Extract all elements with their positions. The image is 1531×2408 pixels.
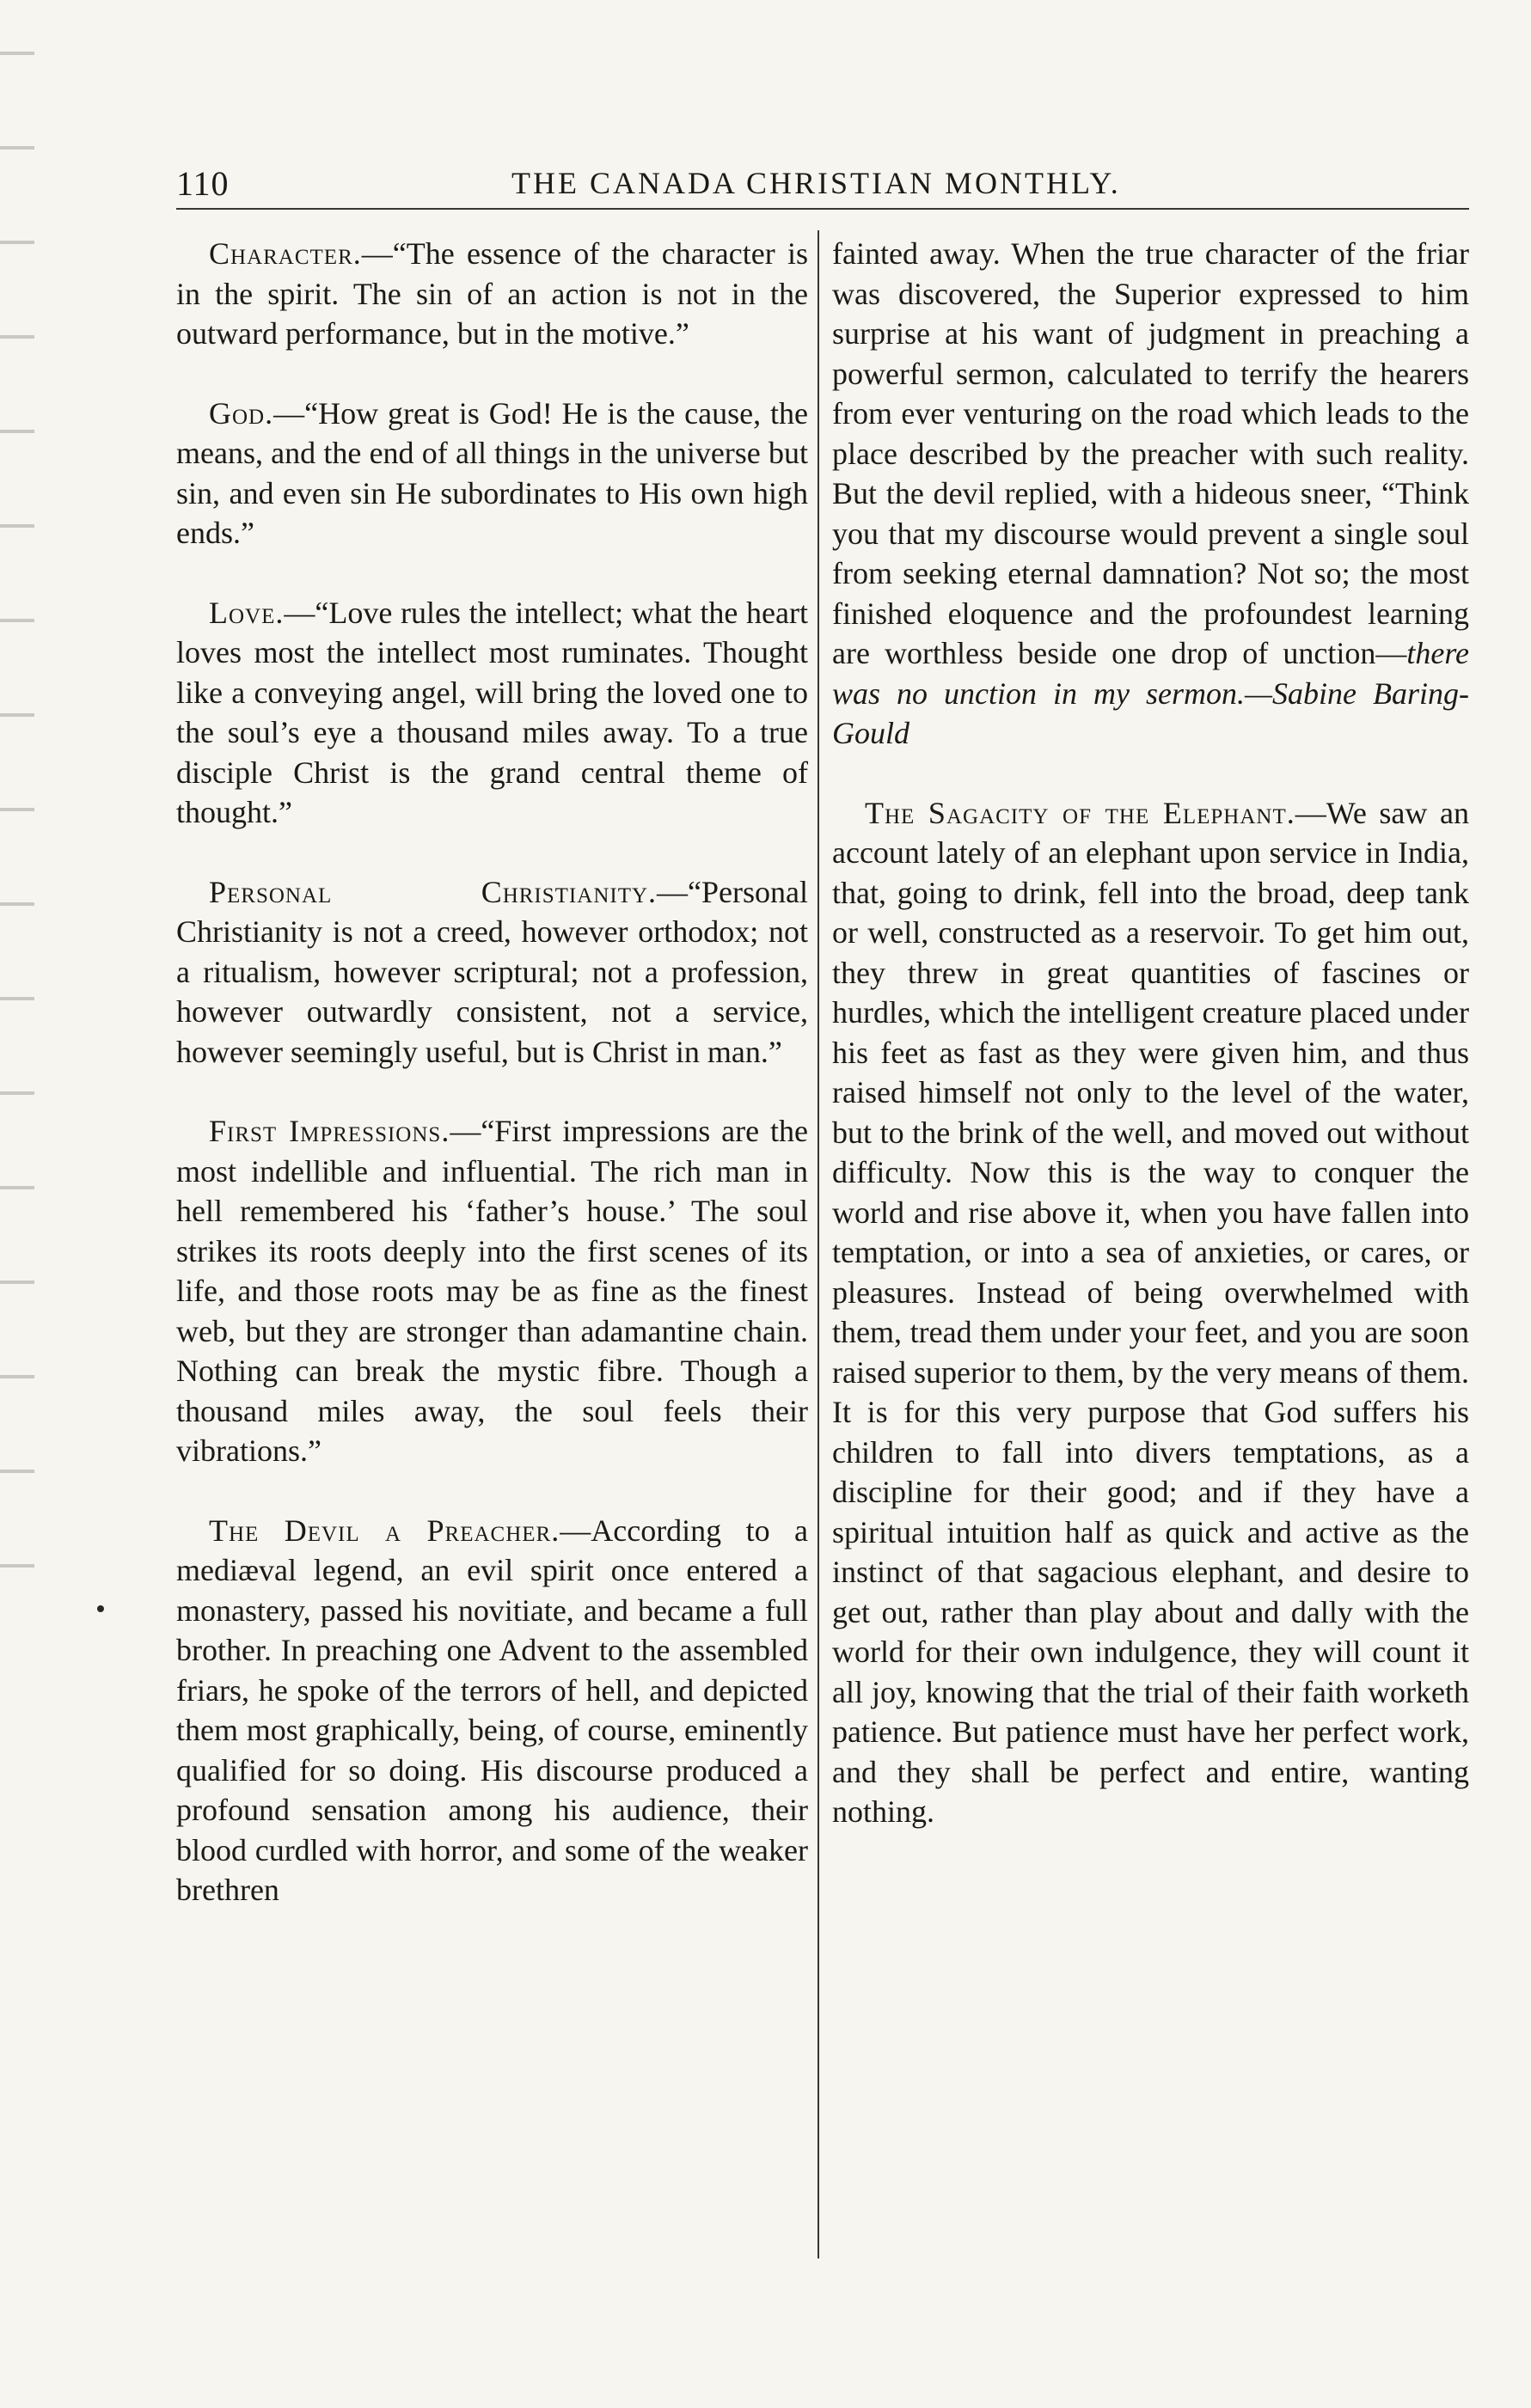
paragraph-heading: Personal Christianity. xyxy=(209,874,658,909)
running-head: THE CANADA CHRISTIAN MONTHLY. xyxy=(511,166,1121,200)
paragraph-text: —“The essence of the character is in the spirit. The sin of an action is not in the outward performance, but in the motive.” xyxy=(176,236,808,351)
paragraph-text: —According to a mediæval legend, an evil spirit once entered a monastery, passed his novitiate, and became a full brother. In preaching one Advent to the assembled friars, he spoke of the terrors of hell, and depicted them most graphically, being, of course, eminently qualified for so doing. His discourse produced a profound sensation among his audience, their blood curdled with horror, and some of the weaker brethren xyxy=(176,1513,808,1907)
paragraph-devil-preacher xyxy=(176,1511,808,1910)
paragraph-text: —“First impressions are the most indellible and influential. The rich man in hell remembered his ‘father’s house.’ The soul strikes its roots deeply into the first scenes of its life, and those roots may be as fine as the finest web, but they are stronger than adamantine chain. Nothing can break the mystic fibre. Though a thousand miles away, the soul feels their vibrations.” xyxy=(176,1114,808,1468)
paragraph-heading: The Devil a Preacher. xyxy=(209,1513,560,1548)
paragraph-text: fainted away. When the true character of the friar was discovered, the Superior expressed to him surprise at his want of judgment in preaching a powerful sermon, calculated to terrify the hearers from ever venturing on the road which leads to the place described by the preacher with such reality. But the devil replied, with a hideous sneer, “Think you that my discourse would prevent a single soul from seeking eternal damnation? Not so; the most finished eloquence and the profoundest learning are worthless beside one drop of unction— xyxy=(832,236,1469,670)
paragraph-personal-christianity xyxy=(176,872,808,1073)
paragraph-text: —“How great is God! He is the cause, the means, and the end of all things in the universe but sin, and even sin He subordinates to His own high ends.” xyxy=(176,395,808,550)
paragraph-god xyxy=(176,394,808,553)
paragraph-sagacity-elephant xyxy=(832,793,1469,1832)
attribution: —Sabine Baring-Gould xyxy=(832,675,1470,750)
paragraph-text: —“Love rules the intellect; what the heart loves most the intellect most ruminates. Thought like a conveying angel, will bring the loved one to the soul’s eye a thousand miles away. To a true disciple Christ is the grand central theme of thought.” xyxy=(176,595,808,829)
paragraph-love xyxy=(176,593,808,833)
paragraph-character xyxy=(176,234,808,354)
paragraph-first-impressions xyxy=(176,1111,808,1471)
paragraph-heading: Character. xyxy=(209,236,362,271)
column-divider xyxy=(818,230,819,2258)
page-number: 110 xyxy=(176,164,230,203)
paragraph-text: —“Personal Christianity is not a creed, however orthodox; not a ritualism, however scriptural; not a profession, however outwardly consistent, not a service, however seemingly useful, but is Christ in man.” xyxy=(176,874,808,1069)
paragraph-heading: The Sagacity of the Elephant. xyxy=(865,795,1295,830)
ink-speck xyxy=(97,1605,104,1612)
scan-margin-marks xyxy=(0,0,34,1633)
paragraph-heading: First Impressions. xyxy=(209,1114,450,1148)
left-column xyxy=(176,234,808,1950)
paragraph-devil-preacher-continued xyxy=(832,234,1469,754)
right-column xyxy=(832,234,1469,1872)
paragraph-heading: God. xyxy=(209,395,274,431)
paragraph-heading: Love. xyxy=(209,595,285,630)
italic-quote: there was no unction in my sermon. xyxy=(832,636,1469,711)
paragraph-text: —We saw an account lately of an elephant upon service in India, that, going to drink, fell into the broad, deep tank or well, constructed as a reservoir. To get him out, they threw in great quantities of fascines or hurdles, which the intelligent creature placed under his feet as fast as they were given him, and thus raised himself not only to the level of the water, but to the brink of the well, and moved out without difficulty. Now this is the way to conquer the world and rise above it, when you have fallen into temptation, or into a sea of anxieties, or cares, or pleasures. Instead of being overwhelmed with them, tread them under your feet, and you are soon raised superior to them, by the very means of them. It is for this very purpose that God suffers his children to fall into divers temptations, as a discipline for their good; and if they have a spiritual intuition half as quick and active as the instinct of that sagacious elephant, and desire to get out, rather than play about and dally with the world for their own indulgence, they will count it all joy, knowing that the trial of their faith worketh patience. But patience must have her perfect work, and they shall be perfect and entire, wanting nothing. xyxy=(832,795,1469,1829)
page-header xyxy=(176,163,1469,210)
